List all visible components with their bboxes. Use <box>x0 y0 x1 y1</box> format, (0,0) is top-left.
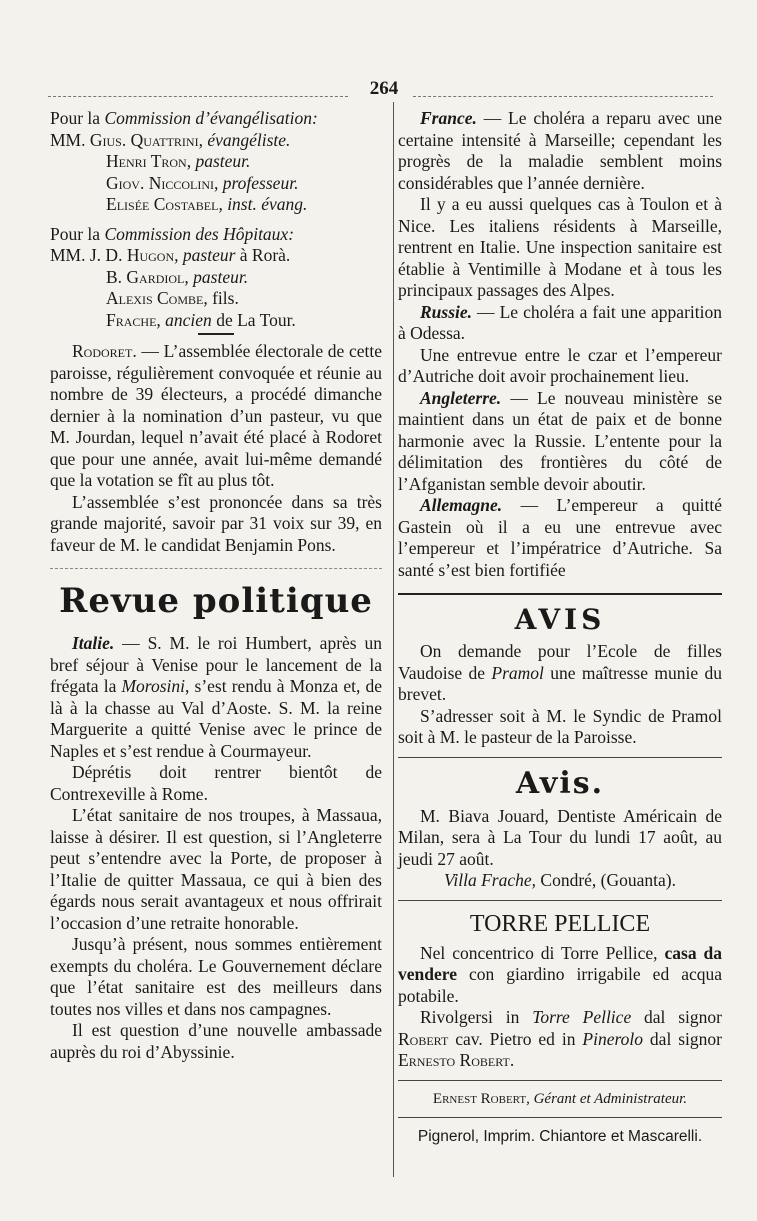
casa-da-vendere: casa da vendere <box>398 942 722 984</box>
header-rule-left <box>48 96 348 97</box>
member-suffix: à Rorà. <box>235 245 291 265</box>
italie-paragraph-2: Déprétis doit rentrer bientôt de Contrexeville à Rome. <box>50 762 382 804</box>
section-rule <box>50 568 382 569</box>
member-prefix: MM. <box>50 129 90 150</box>
printer-line: Pignerol, Imprim. Chiantore et Mascarelli. <box>417 1127 703 1145</box>
right-column <box>398 108 722 1148</box>
commission-evangelisation-heading <box>50 108 382 130</box>
page-header <box>48 78 713 104</box>
header-rule-right <box>413 96 713 97</box>
villa-name: Villa Frache, <box>444 870 537 890</box>
avis-paragraph-2: S’adresser soit à M. le Syndic de Pramol soit à M. le pasteur de la Paroisse. <box>398 705 722 747</box>
page-number: 264 <box>369 78 399 99</box>
torre-text: Nel concentrico di Torre Pellice, <box>420 942 665 963</box>
avis-text: On demande pour l’Ecole de filles Vaudoise de <box>398 641 722 683</box>
hopitaux-members <box>50 245 382 331</box>
member-line <box>50 130 382 152</box>
member-suffix: de La Tour. <box>211 309 296 330</box>
rodoret-paragraph <box>50 341 382 492</box>
member-role: , ancien <box>156 309 212 330</box>
avis-dentist-address <box>398 870 722 892</box>
torre-text: dal signor <box>631 1007 722 1027</box>
section-rule <box>398 900 722 901</box>
member-name: B. Gardiol <box>106 266 185 287</box>
member-prefix: MM. <box>50 245 90 265</box>
angleterre-text: — Le nouveau ministère se maintient dans un état de paix et de bonne harmonie avec la Russie. L’entente pour la délimitation des frontières du côté de l’Afganistan semble devoir aboutir. <box>398 387 722 494</box>
torre-text: dal signor <box>643 1028 722 1049</box>
member-line <box>50 288 382 310</box>
italie-paragraph-5: Il est question d’une nouvelle ambassade auprès du roi d’Abyssinie. <box>50 1020 382 1062</box>
member-line <box>50 173 382 195</box>
allemagne-label: Allemagne. <box>420 495 503 515</box>
member-line <box>50 310 382 332</box>
italie-paragraph-4: Jusqu’à présent, nous sommes entièrement exempts du choléra. Le Gouvernement déclare que l’état sanitaire est des meilleurs dans toutes nos villes et dans nos campagnes. <box>50 934 382 1019</box>
rodoret-paragraph-2: L’assemblée s’est prononcée dans sa très grande majorité, savoir par 31 voix sur 39, en faveur de M. le candidat Benjamin Pons. <box>50 491 382 555</box>
italie-label: Italie. <box>72 633 115 653</box>
place-name: Pramol <box>491 662 544 683</box>
rodoret-text: — L’assemblée électorale de cette paroisse, régulièrement convoquée et réunie au nombre de 39 électeurs, a procédé dimanche dernier à la nomination d’un pasteur, vu que M. Jourdan, lequel n’avait été placé à Rodoret que pour une année, avait lui-même demandé que la votation se fît au plus tôt. <box>50 341 382 490</box>
angleterre-label: Angleterre. <box>420 387 502 408</box>
member-name: Elisée Costabel <box>106 194 219 214</box>
torre-pellice-title: TORRE PELLICE <box>469 910 651 937</box>
member-name: Alexis Combe <box>106 288 204 308</box>
russie-paragraph <box>398 302 722 345</box>
allemagne-paragraph <box>398 495 722 581</box>
member-name: Giov. Niccolini <box>106 172 215 193</box>
france-text: — Le choléra a reparu avec une certaine intensité à Marseille; cependant les progrès de la maladie semblent moins considérables que l’année dernière. <box>398 108 722 193</box>
member-name: Frache <box>106 309 157 330</box>
rodoret-label: Rodoret. <box>72 341 137 361</box>
avis-paragraph <box>398 641 722 706</box>
italie-text: — S. M. le roi Humbert, après un bref séjour à Venise pour le lancement de la frégata la <box>50 633 382 696</box>
member-name: Henri Tron <box>106 151 187 171</box>
section-separator <box>198 333 234 335</box>
address-text: Condré, (Gouanta). <box>536 870 676 890</box>
italie-paragraph-3: L’état sanitaire de nos troupes, à Massaua, laisse à désirer. Il est question, si l’Angleterre peut s’entendre avec la Porte, de proposer à l’Italie de quitter Massaua, ce qui à bien des égards nous serait avantageux et nous offrirait l’occasion d’une retraite honorable. <box>50 805 382 933</box>
gerant-line <box>398 1089 722 1109</box>
column-divider <box>393 102 394 1177</box>
avis-dentist-title: Avis. <box>515 765 605 801</box>
gerant-role: Gérant et Administrateur. <box>529 1090 688 1107</box>
section-rule <box>398 757 722 758</box>
section-rule <box>398 1117 722 1118</box>
member-role: , pasteur. <box>184 266 249 287</box>
section-rule <box>398 1080 722 1081</box>
torre-paragraph-2 <box>398 1007 722 1072</box>
ship-name: Morosini <box>121 676 185 696</box>
member-name: Gius. Quattrini <box>89 129 199 150</box>
heading-text: Commission des Hôpitaux: <box>104 223 295 244</box>
allemagne-text: — L’empereur a quitté Gastein où il a eu une entrevue avec l’empereur et l’impératrice d’Autriche. Sa santé s’est bien fortifiée <box>398 495 722 580</box>
avis-title: AVIS <box>514 603 606 636</box>
commission-hopitaux-heading <box>50 224 382 246</box>
avis-text-cont: une maîtresse munie du brevet. <box>398 662 722 704</box>
member-line <box>50 245 382 267</box>
member-role: , pasteur <box>174 245 236 265</box>
france-paragraph-2: Il y a eu aussi quelques cas à Toulon et à Nice. Les italiens résidents à Marseille, rentrent en Italie. Une inspection sanitaire est établie à Ventimille à Modane et à tous les principaux passages des Alpes. <box>398 194 722 300</box>
member-role: , professeur. <box>214 172 299 193</box>
place-name: Torre Pellice <box>532 1007 632 1027</box>
torre-text: . <box>509 1050 515 1070</box>
angleterre-paragraph <box>398 388 722 496</box>
member-role: , inst. évang. <box>218 194 308 214</box>
member-name: J. D. Hugon <box>89 245 175 265</box>
section-rule <box>398 593 722 595</box>
france-label: France. <box>420 108 477 128</box>
person-name: Ernesto Robert <box>398 1050 510 1070</box>
member-line <box>50 194 382 216</box>
torre-text-cont: con giardino irrigabile ed acqua potabile. <box>398 964 722 1006</box>
italie-text-cont: , s’est rendu à Monza et, de là à la chasse au Val d’Aoste. S. M. la reine Marguerite a quitté Venise avec le prince de Naples et s’est rendue à Courmayeur. <box>50 676 382 761</box>
torre-text: Rivolgersi in <box>420 1007 533 1027</box>
russie-text: — Le choléra a fait une apparition à Odessa. <box>398 301 722 343</box>
russie-paragraph-2: Une entrevue entre le czar et l’empereur d’Autriche doit avoir prochainement lieu. <box>398 344 722 386</box>
gerant-name: Ernest Robert, <box>432 1090 530 1107</box>
person-name: Robert <box>398 1028 449 1049</box>
member-line <box>50 151 382 173</box>
left-column <box>50 108 382 1063</box>
torre-text: cav. Pietro ed in <box>448 1028 583 1049</box>
member-line <box>50 267 382 289</box>
place-name: Pinerolo <box>582 1028 643 1049</box>
heading-prefix: Pour la <box>50 108 105 128</box>
heading-text: Commission d’évangélisation: <box>104 108 318 128</box>
evangelisation-members <box>50 130 382 216</box>
member-role: , évangéliste. <box>198 129 291 150</box>
revue-politique-title: Revue politique <box>59 581 373 621</box>
italie-paragraph <box>50 633 382 762</box>
france-paragraph <box>398 108 722 194</box>
torre-paragraph <box>398 943 722 1008</box>
member-role: , pasteur. <box>186 151 251 171</box>
heading-prefix: Pour la <box>50 223 105 244</box>
member-role: , fils. <box>203 288 239 308</box>
russie-label: Russie. <box>420 301 473 322</box>
avis-dentist-paragraph: M. Biava Jouard, Dentiste Américain de Milan, sera à La Tour du lundi 17 août, au jeudi 27 août. <box>398 805 722 869</box>
